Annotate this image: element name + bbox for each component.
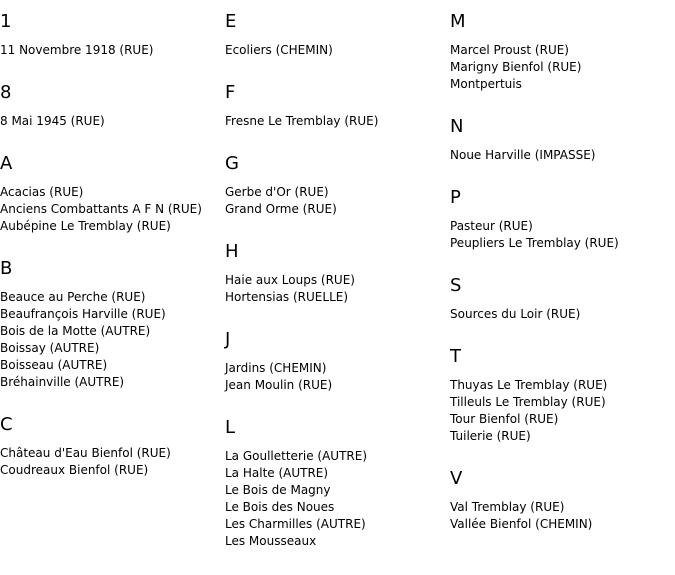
street-list-item	[225, 499, 450, 516]
street-link[interactable]: Boisseau (AUTRE)	[0, 358, 108, 372]
street-list-item	[450, 218, 675, 235]
street-link[interactable]: Château d'Eau Bienfol (RUE)	[0, 446, 171, 460]
street-list-item	[225, 465, 450, 482]
street-link[interactable]: Coudreaux Bienfol (RUE)	[0, 463, 149, 477]
street-link[interactable]: Les Charmilles (AUTRE)	[225, 517, 366, 531]
street-list	[450, 306, 675, 323]
street-link[interactable]: Thuyas Le Tremblay (RUE)	[450, 378, 608, 392]
section-letter-heading: C	[0, 414, 13, 435]
street-list-item	[225, 42, 450, 59]
street-link[interactable]: Acacias (RUE)	[0, 185, 84, 199]
street-list	[225, 113, 450, 130]
street-list-item	[450, 76, 675, 93]
section-letter-heading: E	[225, 11, 237, 32]
letter-section	[225, 153, 450, 218]
section-letter-heading: G	[225, 153, 239, 174]
street-list-item	[225, 482, 450, 499]
street-list-item	[450, 499, 675, 516]
section-letter-heading: H	[225, 241, 239, 262]
street-link[interactable]: Pasteur (RUE)	[450, 219, 533, 233]
street-list-item	[450, 411, 675, 428]
street-link[interactable]: Bréhainville (AUTRE)	[0, 375, 125, 389]
street-link[interactable]: Beaufrançois Harville (RUE)	[0, 307, 166, 321]
street-list-item	[0, 445, 225, 462]
street-list-item	[0, 201, 225, 218]
street-link[interactable]: Ecoliers (CHEMIN)	[225, 43, 333, 57]
street-link[interactable]: Tuilerie (RUE)	[450, 429, 531, 443]
street-link[interactable]: Montpertuis	[450, 77, 522, 91]
street-list	[0, 289, 225, 391]
street-link[interactable]: Marcel Proust (RUE)	[450, 43, 569, 57]
street-list	[450, 499, 675, 533]
street-list-item	[0, 42, 225, 59]
street-list	[450, 218, 675, 252]
section-letter-heading: P	[450, 187, 461, 208]
street-list-item	[225, 377, 450, 394]
letter-section	[0, 11, 225, 59]
letter-section	[225, 11, 450, 59]
street-link[interactable]: Peupliers Le Tremblay (RUE)	[450, 236, 619, 250]
street-list-item	[225, 289, 450, 306]
section-letter-heading: A	[0, 153, 13, 174]
street-link[interactable]: Val Tremblay (RUE)	[450, 500, 565, 514]
street-list	[0, 184, 225, 235]
street-link[interactable]: Noue Harville (IMPASSE)	[450, 148, 596, 162]
street-list-item	[450, 235, 675, 252]
letter-section	[450, 187, 675, 252]
street-list-item	[450, 59, 675, 76]
section-letter-heading: M	[450, 11, 466, 32]
section-letter-heading: V	[450, 468, 463, 489]
letter-section	[225, 329, 450, 394]
letter-section	[225, 82, 450, 130]
section-letter-heading: J	[225, 329, 231, 350]
street-list-item	[225, 272, 450, 289]
street-link[interactable]: Vallée Bienfol (CHEMIN)	[450, 517, 593, 531]
street-link[interactable]: La Halte (AUTRE)	[225, 466, 329, 480]
street-list-item	[0, 218, 225, 235]
street-list	[225, 448, 450, 550]
street-link[interactable]: Anciens Combattants A F N (RUE)	[0, 202, 202, 216]
section-letter-heading: N	[450, 116, 464, 137]
letter-section	[225, 241, 450, 306]
street-link[interactable]: La Goulletterie (AUTRE)	[225, 449, 368, 463]
section-letter-heading: S	[450, 275, 462, 296]
street-list	[225, 42, 450, 59]
street-link[interactable]: Tour Bienfol (RUE)	[450, 412, 559, 426]
street-link[interactable]: Jardins (CHEMIN)	[225, 361, 327, 375]
street-link[interactable]: Le Bois des Noues	[225, 500, 335, 514]
section-letter-heading: B	[0, 258, 13, 279]
street-list	[225, 272, 450, 306]
letter-section	[450, 116, 675, 164]
section-letter-heading: 1	[0, 11, 12, 32]
street-list-item	[0, 462, 225, 479]
letter-section	[225, 417, 450, 550]
section-letter-heading: 8	[0, 82, 12, 103]
street-list-item	[450, 428, 675, 445]
street-list-item	[225, 516, 450, 533]
street-list-item	[225, 360, 450, 377]
street-list-item	[0, 357, 225, 374]
street-link[interactable]: Boissay (AUTRE)	[0, 341, 100, 355]
street-list-item	[450, 377, 675, 394]
street-list	[225, 360, 450, 394]
street-list-item	[225, 113, 450, 130]
street-link[interactable]: Fresne Le Tremblay (RUE)	[225, 114, 379, 128]
letter-section	[0, 258, 225, 391]
street-link[interactable]: Bois de la Motte (AUTRE)	[0, 324, 151, 338]
street-link[interactable]: Jean Moulin (RUE)	[225, 378, 333, 392]
street-list-item	[225, 201, 450, 218]
street-link[interactable]: Aubépine Le Tremblay (RUE)	[0, 219, 171, 233]
street-list	[0, 42, 225, 59]
section-letter-heading: F	[225, 82, 236, 103]
street-list	[0, 113, 225, 130]
street-list-item	[450, 147, 675, 164]
street-link[interactable]: Tilleuls Le Tremblay (RUE)	[450, 395, 606, 409]
letter-section	[450, 346, 675, 445]
street-list-item	[450, 516, 675, 533]
letter-section	[450, 11, 675, 93]
street-link[interactable]: Marigny Bienfol (RUE)	[450, 60, 582, 74]
street-list-item	[450, 306, 675, 323]
street-list	[450, 377, 675, 445]
street-link[interactable]: Grand Orme (RUE)	[225, 202, 337, 216]
letter-section	[0, 82, 225, 130]
street-column	[225, 0, 450, 550]
street-list-item	[225, 448, 450, 465]
street-list	[225, 184, 450, 218]
street-link[interactable]: Sources du Loir (RUE)	[450, 307, 581, 321]
letter-section	[450, 275, 675, 323]
letter-section	[0, 414, 225, 479]
street-link[interactable]: Hortensias (RUELLE)	[225, 290, 349, 304]
street-link[interactable]: Gerbe d'Or (RUE)	[225, 185, 329, 199]
street-list-item	[0, 289, 225, 306]
street-list-item	[0, 306, 225, 323]
street-link[interactable]: Les Mousseaux	[225, 534, 317, 548]
letter-section	[0, 153, 225, 235]
street-link[interactable]: 8 Mai 1945 (RUE)	[0, 114, 105, 128]
street-list-item	[0, 340, 225, 357]
letter-section	[450, 468, 675, 533]
street-list-item	[0, 113, 225, 130]
street-list	[0, 445, 225, 479]
street-link[interactable]: Le Bois de Magny	[225, 483, 331, 497]
street-list-item	[225, 184, 450, 201]
street-list	[450, 147, 675, 164]
street-list-item	[450, 42, 675, 59]
street-column	[450, 0, 675, 533]
street-list	[450, 42, 675, 93]
street-link[interactable]: Beauce au Perche (RUE)	[0, 290, 146, 304]
street-column	[0, 0, 225, 479]
street-link[interactable]: Haie aux Loups (RUE)	[225, 273, 355, 287]
street-list-item	[0, 374, 225, 391]
street-list-item	[225, 533, 450, 550]
street-list-item	[0, 323, 225, 340]
street-list-item	[0, 184, 225, 201]
street-list-item	[450, 394, 675, 411]
section-letter-heading: T	[450, 346, 461, 367]
section-letter-heading: L	[225, 417, 236, 438]
street-link[interactable]: 11 Novembre 1918 (RUE)	[0, 43, 154, 57]
